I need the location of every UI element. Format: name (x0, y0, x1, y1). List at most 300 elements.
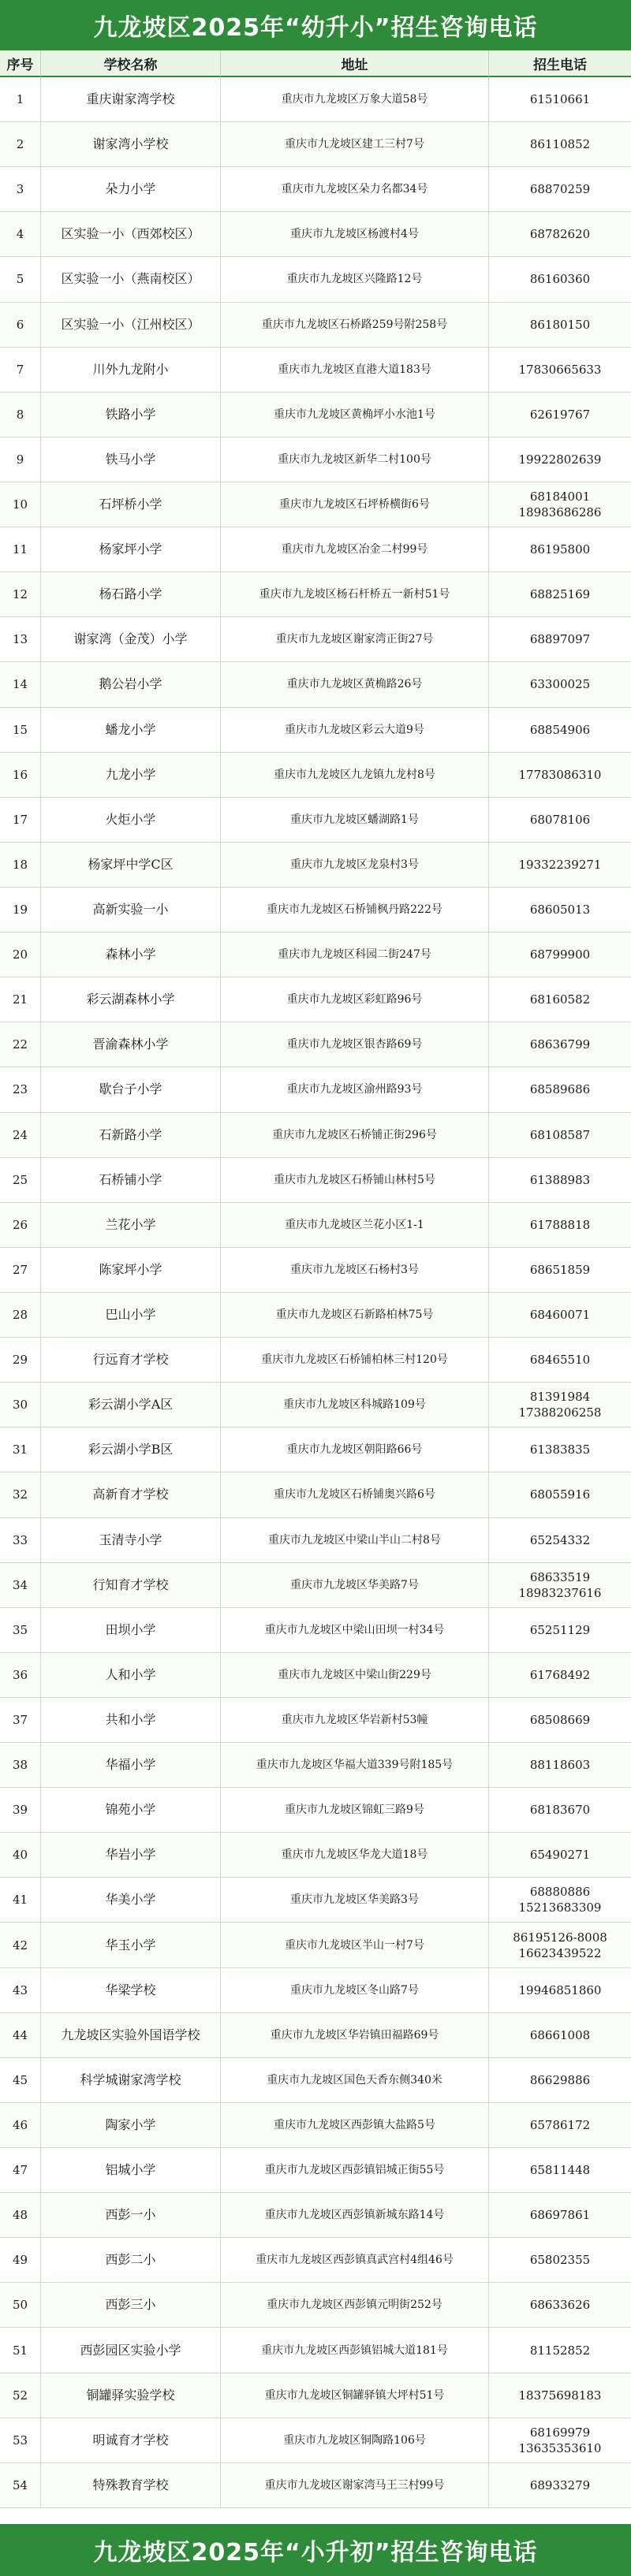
phone-number: 68799900 (529, 947, 591, 962)
table-row (0, 1698, 631, 1743)
school-address: 重庆市九龙坡区黄桷路26号 (221, 662, 489, 706)
school-name: 西彭三小 (41, 2283, 221, 2327)
row-index: 49 (0, 2238, 41, 2282)
phone-number: 68465510 (529, 1353, 591, 1368)
phone-number: 86180150 (529, 317, 591, 332)
table-row (0, 1743, 631, 1788)
table-row (0, 257, 631, 302)
school-address: 重庆市九龙坡区九龙镇九龙村8号 (221, 753, 489, 797)
table-row (0, 2058, 631, 2103)
table-row (0, 1293, 631, 1338)
school-address: 重庆市九龙坡区石桥铺奥兴路6号 (221, 1472, 489, 1517)
phone-number: 17830665633 (518, 362, 602, 377)
phone-number: 17388206258 (518, 1405, 602, 1420)
row-index: 8 (0, 393, 41, 437)
phone-number: 86195800 (529, 542, 591, 557)
school-address: 重庆市九龙坡区彩虹路96号 (221, 977, 489, 1022)
school-phone (489, 1608, 631, 1652)
table-row (0, 212, 631, 257)
school-address: 重庆市九龙坡区彩云大道9号 (221, 708, 489, 752)
table-header (0, 50, 631, 77)
phone-number: 17783086310 (518, 767, 602, 782)
school-address: 重庆市九龙坡区蟠湖路1号 (221, 798, 489, 842)
phone-number: 19922802639 (518, 452, 602, 467)
table-row (0, 1022, 631, 1067)
table-row (0, 348, 631, 393)
phone-number: 81391984 (529, 1390, 591, 1405)
table-row (0, 1563, 631, 1608)
row-index: 3 (0, 167, 41, 211)
table-row (0, 167, 631, 212)
phone-number: 68160582 (529, 992, 591, 1007)
row-index: 45 (0, 2058, 41, 2102)
school-phone (489, 77, 631, 121)
table-row (0, 1248, 631, 1293)
row-index: 19 (0, 888, 41, 932)
table-row (0, 572, 631, 617)
school-phone (489, 437, 631, 482)
school-phone (489, 1472, 631, 1517)
school-phone (489, 1923, 631, 1967)
row-index: 16 (0, 753, 41, 797)
table-row (0, 2283, 631, 2328)
table-row (0, 1472, 631, 1517)
school-address: 重庆市九龙坡区西彭镇大盐路5号 (221, 2103, 489, 2147)
row-index: 4 (0, 212, 41, 256)
table-row (0, 1113, 631, 1158)
row-index: 14 (0, 662, 41, 706)
row-index: 25 (0, 1158, 41, 1202)
school-name: 西彭二小 (41, 2238, 221, 2282)
table-row (0, 1833, 631, 1878)
school-phone (489, 348, 631, 392)
phone-number: 68183670 (529, 1803, 591, 1818)
row-index: 2 (0, 122, 41, 166)
row-index: 38 (0, 1743, 41, 1787)
table-row (0, 122, 631, 167)
phone-number: 18983686286 (518, 505, 602, 520)
row-index: 15 (0, 708, 41, 752)
phone-number: 68697861 (529, 2208, 591, 2223)
table-row (0, 1428, 631, 1472)
table-row (0, 1383, 631, 1428)
phone-number: 68897097 (529, 632, 591, 647)
row-index: 30 (0, 1383, 41, 1427)
phone-number: 86160360 (529, 272, 591, 287)
school-phone (489, 1788, 631, 1832)
school-name: 西彭一小 (41, 2193, 221, 2237)
section-divider (0, 2508, 631, 2524)
school-name: 区实验一小（江州校区） (41, 303, 221, 347)
school-address: 重庆市九龙坡区龙泉村3号 (221, 843, 489, 887)
school-phone (489, 2058, 631, 2102)
phone-number: 68184001 (529, 490, 591, 504)
phone-number: 61788818 (529, 1217, 591, 1232)
row-index: 41 (0, 1878, 41, 1922)
table-row (0, 1608, 631, 1653)
row-index: 1 (0, 77, 41, 121)
row-index: 44 (0, 2013, 41, 2057)
table-row (0, 2103, 631, 2148)
school-phone (489, 1338, 631, 1382)
school-address: 重庆市九龙坡区中梁山田坝一村34号 (221, 1608, 489, 1652)
school-name: 陈家坪小学 (41, 1248, 221, 1292)
school-phone (489, 1158, 631, 1202)
school-name: 彩云湖小学B区 (41, 1428, 221, 1472)
school-phone (489, 2373, 631, 2418)
school-address: 重庆市九龙坡区石桥路259号附258号 (221, 303, 489, 347)
table-row (0, 1158, 631, 1203)
table-row (0, 482, 631, 527)
school-name: 谢家湾小学校 (41, 122, 221, 166)
school-phone (489, 977, 631, 1022)
school-phone (489, 257, 631, 301)
school-name: 兰花小学 (41, 1203, 221, 1247)
school-phone (489, 303, 631, 347)
row-index: 54 (0, 2463, 41, 2507)
phone-number: 13635353610 (518, 2440, 602, 2455)
phone-number: 68078106 (529, 812, 591, 827)
row-index: 53 (0, 2418, 41, 2462)
school-name: 歇台子小学 (41, 1067, 221, 1111)
row-index: 43 (0, 1968, 41, 2012)
phone-number: 65490271 (529, 1848, 591, 1863)
school-phone (489, 1293, 631, 1337)
school-phone (489, 212, 631, 256)
table-row (0, 2373, 631, 2418)
table-row (0, 1968, 631, 2013)
table-row (0, 798, 631, 843)
school-name: 玉清寺小学 (41, 1518, 221, 1562)
school-address: 重庆市九龙坡区西彭镇新城东路14号 (221, 2193, 489, 2237)
phone-number: 65254332 (529, 1532, 591, 1547)
school-name: 石桥铺小学 (41, 1158, 221, 1202)
phone-number: 68636799 (529, 1037, 591, 1052)
school-address: 重庆市九龙坡区华岩镇田福路69号 (221, 2013, 489, 2057)
school-phone (489, 753, 631, 797)
school-address: 重庆市九龙坡区银杏路69号 (221, 1022, 489, 1067)
school-name: 陶家小学 (41, 2103, 221, 2147)
table-row (0, 843, 631, 888)
school-phone (489, 2103, 631, 2147)
phone-number: 68169979 (529, 2425, 591, 2440)
table-row (0, 1923, 631, 1967)
school-address: 重庆市九龙坡区建工三村7号 (221, 122, 489, 166)
row-index: 40 (0, 1833, 41, 1877)
table-row (0, 753, 631, 798)
school-phone (489, 2238, 631, 2282)
phone-number: 65251129 (529, 1622, 591, 1637)
phone-number: 68782620 (529, 227, 591, 242)
school-name: 巴山小学 (41, 1293, 221, 1337)
school-phone (489, 1067, 631, 1111)
row-index: 46 (0, 2103, 41, 2147)
row-index: 47 (0, 2148, 41, 2192)
page-title: 九龙坡区2025年“幼升小”招生咨询电话 (0, 0, 631, 50)
header-phone: 招生电话 (489, 50, 631, 77)
row-index: 32 (0, 1472, 41, 1517)
school-phone (489, 167, 631, 211)
phone-number: 61388983 (529, 1172, 591, 1187)
school-phone (489, 617, 631, 661)
school-phone (489, 2328, 631, 2372)
school-name: 田坝小学 (41, 1608, 221, 1652)
school-phone (489, 1743, 631, 1787)
phone-number: 68651859 (529, 1262, 591, 1277)
school-address: 重庆市九龙坡区华龙大道18号 (221, 1833, 489, 1877)
table-row (0, 527, 631, 572)
table-row (0, 2463, 631, 2508)
row-index: 20 (0, 932, 41, 977)
school-name: 科学城谢家湾学校 (41, 2058, 221, 2102)
phone-number: 61383835 (529, 1442, 591, 1457)
school-name: 石新路小学 (41, 1113, 221, 1157)
school-address: 重庆市九龙坡区万象大道58号 (221, 77, 489, 121)
school-phone (489, 888, 631, 932)
school-address: 重庆市九龙坡区华岩新村53幢 (221, 1698, 489, 1742)
school-address: 重庆市九龙坡区兰花小区1-1 (221, 1203, 489, 1247)
school-address: 重庆市九龙坡区渝州路93号 (221, 1067, 489, 1111)
phone-number: 61510661 (529, 92, 591, 107)
school-address: 重庆市九龙坡区石新路柏林75号 (221, 1293, 489, 1337)
school-name: 火炬小学 (41, 798, 221, 842)
row-index: 26 (0, 1203, 41, 1247)
school-address: 重庆市九龙坡区杨石杆桥五一新村51号 (221, 572, 489, 616)
header-index: 序号 (0, 50, 41, 77)
row-index: 37 (0, 1698, 41, 1742)
school-name: 华玉小学 (41, 1923, 221, 1967)
phone-number: 86195126-8008 (513, 1930, 607, 1945)
school-name: 谢家湾（金茂）小学 (41, 617, 221, 661)
school-address: 重庆市九龙坡区华美路3号 (221, 1878, 489, 1922)
row-index: 28 (0, 1293, 41, 1337)
school-address: 重庆市九龙坡区西彭镇真武宫村4组46号 (221, 2238, 489, 2282)
school-name: 杨家坪小学 (41, 527, 221, 571)
school-name: 区实验一小（燕南校区） (41, 257, 221, 301)
school-address: 重庆市九龙坡区华美路7号 (221, 1563, 489, 1607)
school-name: 华梁学校 (41, 1968, 221, 2012)
school-name: 九龙小学 (41, 753, 221, 797)
school-name: 华美小学 (41, 1878, 221, 1922)
school-name: 共和小学 (41, 1698, 221, 1742)
table-row (0, 2238, 631, 2283)
table-row (0, 888, 631, 932)
school-address: 重庆市九龙坡区铜陶路106号 (221, 2418, 489, 2462)
phone-number: 68854906 (529, 722, 591, 737)
school-name: 九龙坡区实验外国语学校 (41, 2013, 221, 2057)
row-index: 33 (0, 1518, 41, 1562)
school-address: 重庆市九龙坡区科园二街247号 (221, 932, 489, 977)
school-name: 重庆谢家湾学校 (41, 77, 221, 121)
phone-number: 86110852 (529, 137, 591, 152)
school-name: 华福小学 (41, 1743, 221, 1787)
school-address: 重庆市九龙坡区西彭镇元明街252号 (221, 2283, 489, 2327)
row-index: 9 (0, 437, 41, 482)
row-index: 48 (0, 2193, 41, 2237)
table-row (0, 617, 631, 662)
table-row (0, 2328, 631, 2373)
school-address: 重庆市九龙坡区石桥铺枫丹路222号 (221, 888, 489, 932)
school-address: 重庆市九龙坡区西彭镇铝城正街55号 (221, 2148, 489, 2192)
table-row (0, 708, 631, 753)
school-phone (489, 1698, 631, 1742)
school-address: 重庆市九龙坡区石桥铺柏林三村120号 (221, 1338, 489, 1382)
school-name: 华岩小学 (41, 1833, 221, 1877)
table-row (0, 1788, 631, 1833)
school-phone (489, 2148, 631, 2192)
table-row (0, 2148, 631, 2193)
section-title: 九龙坡区2025年“小升初”招生咨询电话 (0, 2524, 631, 2576)
header-address: 地址 (221, 50, 489, 77)
school-phone (489, 1113, 631, 1157)
school-address: 重庆市九龙坡区科城路109号 (221, 1383, 489, 1427)
phone-number: 68460071 (529, 1308, 591, 1322)
phone-number: 65811448 (529, 2163, 591, 2178)
school-phone (489, 2283, 631, 2327)
school-address: 重庆市九龙坡区西彭镇铝城大道181号 (221, 2328, 489, 2372)
school-phone (489, 393, 631, 437)
school-phone (489, 1833, 631, 1877)
school-name: 锦苑小学 (41, 1788, 221, 1832)
phone-number: 86629886 (529, 2072, 591, 2087)
phone-number: 68870259 (529, 182, 591, 197)
row-index: 39 (0, 1788, 41, 1832)
school-phone (489, 572, 631, 616)
school-name: 高新实验一小 (41, 888, 221, 932)
phone-number: 18983237616 (518, 1585, 602, 1600)
school-address: 重庆市九龙坡区石桥铺正街296号 (221, 1113, 489, 1157)
row-index: 51 (0, 2328, 41, 2372)
school-phone (489, 2418, 631, 2462)
school-phone (489, 1383, 631, 1427)
phone-number: 81152852 (529, 2343, 591, 2358)
table-row (0, 1067, 631, 1112)
phone-number: 68055916 (529, 1487, 591, 1502)
phone-number: 68933279 (529, 2477, 591, 2492)
phone-number: 63300025 (529, 677, 591, 692)
school-phone (489, 1428, 631, 1472)
school-name: 铁马小学 (41, 437, 221, 482)
row-index: 27 (0, 1248, 41, 1292)
row-index: 50 (0, 2283, 41, 2327)
school-address: 重庆市九龙坡区中梁山半山二村8号 (221, 1518, 489, 1562)
table-row (0, 1338, 631, 1383)
table-row (0, 393, 631, 437)
school-name: 明诚育才学校 (41, 2418, 221, 2462)
table-row (0, 2193, 631, 2238)
school-phone (489, 1203, 631, 1247)
school-address: 重庆市九龙坡区冶金二村99号 (221, 527, 489, 571)
school-address: 重庆市九龙坡区中梁山街229号 (221, 1653, 489, 1697)
school-name: 人和小学 (41, 1653, 221, 1697)
phone-number: 68633626 (529, 2298, 591, 2313)
school-address: 重庆市九龙坡区国色天香东侧340米 (221, 2058, 489, 2102)
row-index: 29 (0, 1338, 41, 1382)
school-phone (489, 708, 631, 752)
school-address: 重庆市九龙坡区兴隆路12号 (221, 257, 489, 301)
table-row (0, 437, 631, 482)
school-address: 重庆市九龙坡区朝阳路66号 (221, 1428, 489, 1472)
row-index: 5 (0, 257, 41, 301)
phone-number: 15213683309 (518, 1900, 602, 1915)
school-name: 高新育才学校 (41, 1472, 221, 1517)
phone-number: 68633519 (529, 1569, 591, 1584)
table-row (0, 662, 631, 707)
table-row (0, 1518, 631, 1563)
school-name: 川外九龙附小 (41, 348, 221, 392)
school-name: 森林小学 (41, 932, 221, 977)
school-address: 重庆市九龙坡区杨渡村4号 (221, 212, 489, 256)
row-index: 36 (0, 1653, 41, 1697)
school-name: 蟠龙小学 (41, 708, 221, 752)
school-address: 重庆市九龙坡区谢家湾马王三村99号 (221, 2463, 489, 2507)
school-phone (489, 2193, 631, 2237)
phone-number: 19332239271 (518, 857, 602, 872)
school-phone (489, 122, 631, 166)
school-phone (489, 1248, 631, 1292)
school-name: 石坪桥小学 (41, 482, 221, 527)
school-phone (489, 1563, 631, 1607)
table-row (0, 1653, 631, 1698)
school-phone (489, 1968, 631, 2012)
school-address: 重庆市九龙坡区直港大道183号 (221, 348, 489, 392)
school-name: 晋渝森林小学 (41, 1022, 221, 1067)
phone-number: 68825169 (529, 587, 591, 602)
row-index: 31 (0, 1428, 41, 1472)
school-name: 铁路小学 (41, 393, 221, 437)
phone-number: 68508669 (529, 1712, 591, 1727)
school-address: 重庆市九龙坡区半山一村7号 (221, 1923, 489, 1967)
row-index: 10 (0, 482, 41, 527)
row-index: 34 (0, 1563, 41, 1607)
row-index: 11 (0, 527, 41, 571)
table-row (0, 1878, 631, 1923)
school-name: 鹅公岩小学 (41, 662, 221, 706)
row-index: 17 (0, 798, 41, 842)
table-body (0, 77, 631, 2508)
phone-number: 16623439522 (518, 1945, 602, 1960)
school-name: 区实验一小（西郊校区） (41, 212, 221, 256)
school-address: 重庆市九龙坡区石坪桥横街6号 (221, 482, 489, 527)
row-index: 24 (0, 1113, 41, 1157)
school-address: 重庆市九龙坡区石桥铺山林村5号 (221, 1158, 489, 1202)
row-index: 6 (0, 303, 41, 347)
row-index: 52 (0, 2373, 41, 2418)
row-index: 23 (0, 1067, 41, 1111)
school-name: 彩云湖小学A区 (41, 1383, 221, 1427)
row-index: 35 (0, 1608, 41, 1652)
school-address: 重庆市九龙坡区冬山路7号 (221, 1968, 489, 2012)
school-phone (489, 482, 631, 527)
school-phone (489, 662, 631, 706)
row-index: 22 (0, 1022, 41, 1067)
table-row (0, 1203, 631, 1248)
phone-number: 62619767 (529, 407, 591, 422)
school-phone (489, 1653, 631, 1697)
school-phone (489, 1518, 631, 1562)
school-phone (489, 798, 631, 842)
school-phone (489, 2463, 631, 2507)
school-name: 朵力小学 (41, 167, 221, 211)
school-name: 杨石路小学 (41, 572, 221, 616)
school-address: 重庆市九龙坡区谢家湾正街27号 (221, 617, 489, 661)
school-phone (489, 1878, 631, 1922)
school-name: 西彭园区实验小学 (41, 2328, 221, 2372)
phone-number: 68589686 (529, 1082, 591, 1097)
school-phone (489, 527, 631, 571)
school-name: 铝城小学 (41, 2148, 221, 2192)
table-row (0, 2013, 631, 2058)
